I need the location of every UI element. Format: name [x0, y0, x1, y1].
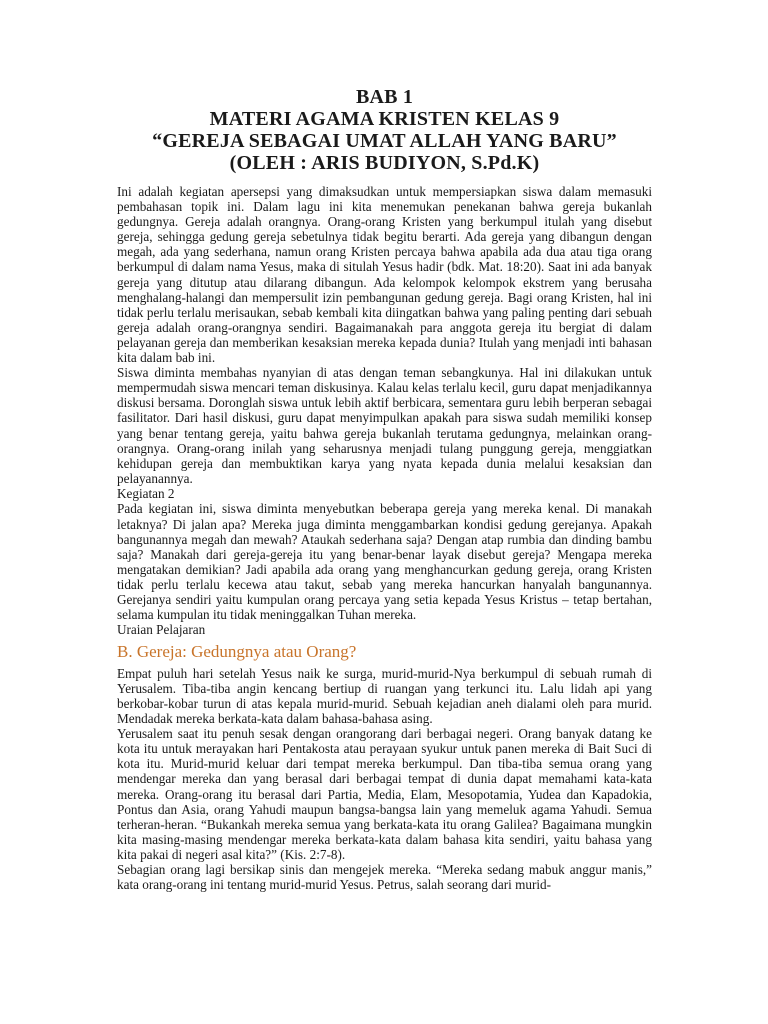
section-heading: B. Gereja: Gedungnya atau Orang? [117, 641, 357, 661]
lesson-label: Uraian Pelajaran [117, 622, 206, 638]
course-title: MATERI AGAMA KRISTEN KELAS 9 [209, 108, 560, 130]
body-paragraph: Yerusalem saat itu penuh sesak dengan orangorang dari berbagai negeri. Orang banyak datang ke kota itu untuk merayakan hari Pentakosta atau perayaan syukur untuk panen mereka di Bait Suci di kota itu. Murid-murid keluar dari tempat mereka berkumpul. Dan tiba-tiba semua orang yang mendengar mereka dan yang berasal dari berbagai tempat di dunia dapat memahami kata-kata mereka. Orang-orang itu berasal dari Partia, Media, Elam, Mesopotamia, Yudea dan Kapadokia, Pontus dan Asia, orang Yahudi maupun bangsa-bangsa lain yang memeluk agama Yahudi. Semua terheran-heran. “Bukankah mereka semua yang berkata-kata itu orang Galilea? Bagaimana mungkin kita masing-masing mendengar mereka berkata-kata dalam bahasa kita sendiri, yaitu bahasa yang kita pakai di negeri asal kita?” (Kis. 2:7-8). [117, 726, 652, 862]
activity-paragraph: Pada kegiatan ini, siswa diminta menyebutkan beberapa gereja yang mereka kenal. Di manakah letaknya? Di jalan apa? Mereka juga diminta menggambarkan kondisi gedung gerejanya. Apakah bangunannya megah dan mewah? Ataukah sederhana saja? Dengan atap rumbia dan dinding bambu saja? Manakah dari gereja-gereja itu yang benar-benar layak disebut gereja? Mengapa mereka mengatakan demikian? Jadi apabila ada orang yang menghancurkan gedung gereja, orang Kristen tidak perlu terlalu kecewa atau takut, sebab yang mereka hancurkan hanyalah bangunannya. Gerejanya sendiri yaitu kumpulan orang percaya yang setia kepada Yesus Kristus – tetap bertahan, selama kumpulan itu tidak meninggalkan Tuhan mereka. [117, 501, 652, 623]
chapter-label: BAB 1 [355, 86, 414, 108]
activity-label: Kegiatan 2 [117, 485, 175, 501]
chapter-title: “GEREJA SEBAGAI UMAT ALLAH YANG BARU” [152, 130, 617, 152]
intro-paragraph: Ini adalah kegiatan apersepsi yang dimaksudkan untuk mempersiapkan siswa dalam memasuki pembahasan topik ini. Dalam lagu ini kita menemukan penekanan bahwa gereja bukanlah gedungnya. Gereja adalah orangnya. Orang-orang Kristen yang berkumpul itulah yang disebut gereja, sehingga gedung gereja sebetulnya tidak begitu berarti. Ada gereja yang dibangun dengan megah, ada yang sederhana, namun orang Kristen percaya bahwa apabila ada dua atau tiga orang berkumpul di dalam nama Yesus, maka di situlah Yesus hadir (bdk. Mat. 18:20). Saat ini ada banyak gereja yang ditutup atau dilarang dibangun. Ada kelompok kelompok ekstrem yang berusaha menghalang-halangi dan mempersulit izin pembangunan gedung gereja. Bagi orang Kristen, hal ini tidak perlu terlalu merisaukan, sebab kembali kita diingatkan bahwa yang paling penting dari sebuah gereja adalah orang-orangnya sendiri. Bagaimanakah para anggota gereja itu bergiat di dalam pelayanan gereja dan memberikan kesaksian mereka kepada dunia? Itulah yang menjadi inti bahasan kita dalam bab ini. [117, 184, 652, 366]
discussion-paragraph: Siswa diminta membahas nyanyian di atas dengan teman sebangkunya. Hal ini dilakukan untuk mempermudah siswa mencari teman diskusinya. Kalau kelas terlalu kecil, guru dapat menjadikannya diskusi bersama. Doronglah siswa untuk lebih aktif berbicara, sementara guru lebih berperan sebagai fasilitator. Dari hasil diskusi, guru dapat menyimpulkan apakah para siswa sudah memiliki konsep yang benar tentang gereja, yaitu bahwa gereja bukanlah terutama gedungnya, melainkan orang-orangnya. Orang-orang inilah yang seharusnya menjadi tulang punggung gereja, menggiatkan kehidupan gereja dan membuktikan karya yang nyata kepada dunia melalui kesaksian dan pelayanannya. [117, 365, 652, 486]
document-page [117, 86, 652, 892]
body-paragraph: Sebagian orang lagi bersikap sinis dan mengejek mereka. “Mereka sedang mabuk anggur manis,” kata orang-orang ini tentang murid-murid Yesus. Petrus, salah seorang dari murid- [117, 862, 652, 893]
document-title [117, 86, 652, 174]
author-line: (OLEH : ARIS BUDIYON, S.Pd.K) [229, 152, 540, 174]
body-paragraph: Empat puluh hari setelah Yesus naik ke surga, murid-murid-Nya berkumpul di sebuah rumah di Yerusalem. Tiba-tiba angin kencang bertiup di ruangan yang terkunci itu. Lalu lidah api yang berkobar-kobar turun di atas kepala murid-murid. Sebuah kejadian aneh dialami oleh para murid. Mendadak mereka berkata-kata dalam bahasa-bahasa asing. [117, 665, 652, 727]
